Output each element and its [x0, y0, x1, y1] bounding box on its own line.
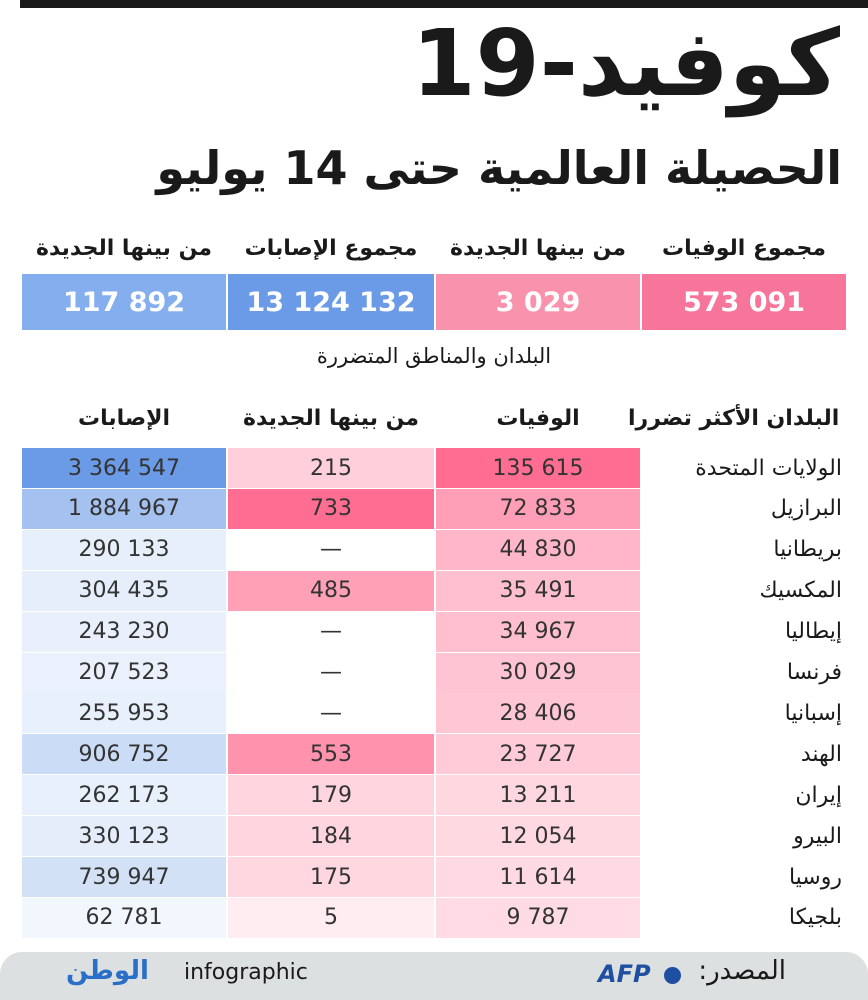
cases-cell: 739 947 — [22, 857, 226, 897]
new-deaths-label: من بينها الجديدة — [449, 236, 627, 261]
table-row — [0, 653, 868, 693]
total-deaths-box: 573 091 — [642, 274, 846, 330]
header-deaths: الوفيات — [496, 405, 580, 431]
page-subtitle: الحصيلة العالمية حتى 14 يوليو — [156, 141, 842, 195]
cases-cell: 262 173 — [22, 775, 226, 815]
total-cases-label: مجموع الإصابات — [244, 236, 418, 261]
table-row — [0, 612, 868, 652]
country-name: الهند — [800, 741, 842, 767]
top-rule — [20, 0, 868, 8]
cases-cell: 3 364 547 — [22, 448, 226, 488]
country-name: بلجيكا — [788, 905, 842, 931]
cases-cell: 1 884 967 — [22, 489, 226, 529]
new-deaths-cell: 485 — [228, 571, 434, 611]
country-name: الولايات المتحدة — [695, 455, 842, 481]
country-name: روسيا — [788, 864, 842, 890]
table-row — [0, 816, 868, 856]
cases-cell: 207 523 — [22, 653, 226, 693]
country-name: البيرو — [793, 823, 842, 849]
table-row — [0, 448, 868, 488]
table-row — [0, 693, 868, 733]
deaths-cell: 135 615 — [436, 448, 640, 488]
country-name: إيران — [795, 782, 842, 808]
country-name: إسبانيا — [784, 700, 842, 726]
new-deaths-cell: — — [228, 530, 434, 570]
new-cases-label: من بينها الجديدة — [35, 236, 213, 261]
infographic-label: infographic — [184, 960, 308, 985]
table-row — [0, 734, 868, 774]
new-deaths-cell: 553 — [228, 734, 434, 774]
total-deaths-label: مجموع الوفيات — [661, 236, 827, 261]
table-row — [0, 775, 868, 815]
source-label: المصدر: — [698, 956, 786, 986]
total-cases-box: 13 124 132 — [228, 274, 434, 330]
afp-dot-icon — [664, 967, 681, 984]
page-title: كوفيد-19 — [411, 10, 840, 117]
cases-cell: 290 133 — [22, 530, 226, 570]
deaths-cell: 9 787 — [436, 898, 640, 938]
new-deaths-cell: 215 — [228, 448, 434, 488]
cases-cell: 255 953 — [22, 693, 226, 733]
new-deaths-cell: 179 — [228, 775, 434, 815]
country-name: بريطانيا — [773, 537, 842, 563]
table-row — [0, 857, 868, 897]
cases-cell: 330 123 — [22, 816, 226, 856]
table-row — [0, 489, 868, 529]
table-row — [0, 530, 868, 570]
new-deaths-cell: — — [228, 653, 434, 693]
deaths-cell: 23 727 — [436, 734, 640, 774]
cases-cell: 243 230 — [22, 612, 226, 652]
country-name: فرنسا — [786, 660, 842, 685]
deaths-cell: 12 054 — [436, 816, 640, 856]
deaths-cell: 34 967 — [436, 612, 640, 652]
new-cases-box: 117 892 — [22, 274, 226, 330]
cases-cell: 906 752 — [22, 734, 226, 774]
source-logo: AFP — [598, 960, 651, 988]
cases-cell: 304 435 — [22, 571, 226, 611]
header-new: من بينها الجديدة — [242, 405, 420, 431]
new-deaths-cell: 175 — [228, 857, 434, 897]
country-name: البرازيل — [770, 496, 842, 522]
deaths-cell: 30 029 — [436, 653, 640, 693]
new-deaths-cell: 733 — [228, 489, 434, 529]
country-name: المكسيك — [759, 578, 842, 604]
deaths-cell: 28 406 — [436, 693, 640, 733]
header-cases: الإصابات — [77, 405, 171, 431]
footer — [0, 952, 868, 1000]
new-deaths-cell: 184 — [228, 816, 434, 856]
deaths-cell: 44 830 — [436, 530, 640, 570]
header-countries: البلدان الأكثر تضررا — [628, 405, 840, 431]
new-deaths-box: 3 029 — [436, 274, 640, 330]
deaths-cell: 72 833 — [436, 489, 640, 529]
publisher-logo: الوطن — [66, 956, 149, 986]
table-row — [0, 571, 868, 611]
new-deaths-cell: — — [228, 693, 434, 733]
deaths-cell: 35 491 — [436, 571, 640, 611]
country-name: إيطاليا — [784, 619, 842, 645]
new-deaths-cell: — — [228, 612, 434, 652]
new-deaths-cell: 5 — [228, 898, 434, 938]
cases-cell: 62 781 — [22, 898, 226, 938]
section-title: البلدان والمناطق المتضررة — [316, 344, 552, 368]
deaths-cell: 11 614 — [436, 857, 640, 897]
table-row — [0, 898, 868, 938]
deaths-cell: 13 211 — [436, 775, 640, 815]
